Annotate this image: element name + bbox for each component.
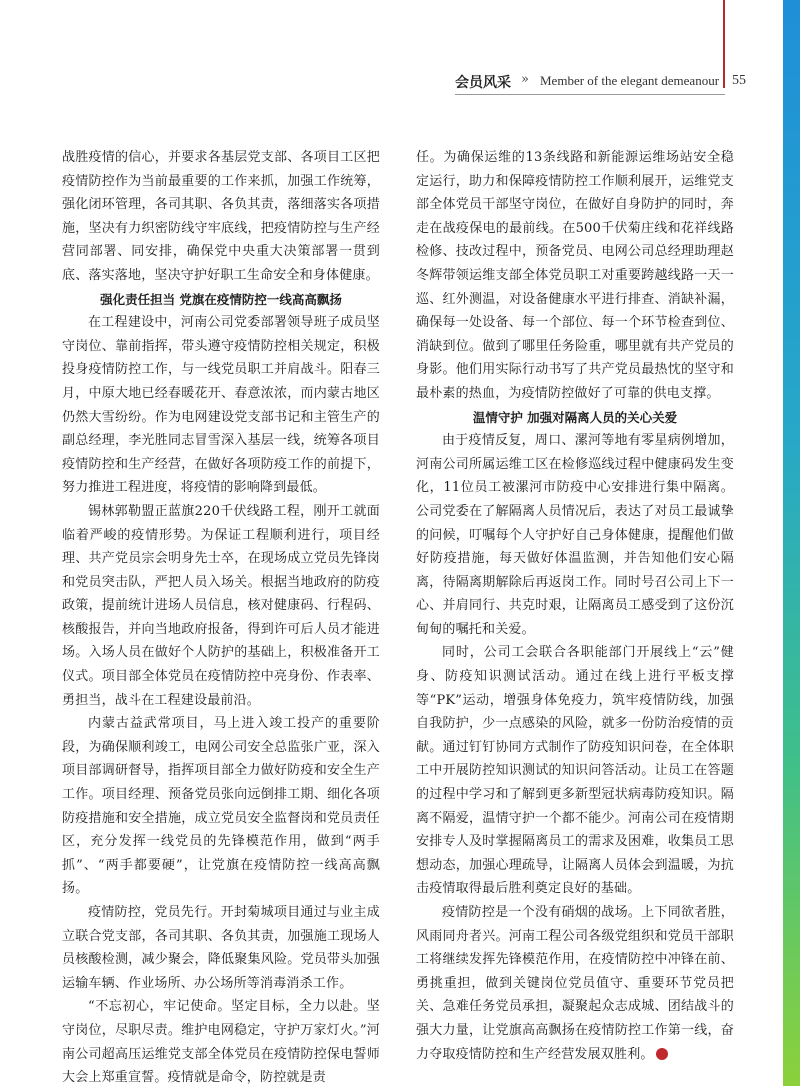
section-heading: 强化责任担当 党旗在疫情防控一线高高飘扬 — [100, 291, 342, 307]
paragraph: 疫情防控，党员先行。开封菊城项目通过与业主成立联合党支部，各司其职、各负其责，加强施工现场人员核酸检测，减少聚会，降低聚集风险。党员带头加强运输车辆、作业场所、办公场所等消毒消杀工作。 — [62, 905, 380, 991]
paragraph: 任。为确保运维的13条线路和新能源运维场站安全稳定运行，助力和保障疫情防控工作顺利展开，运维党支部全体党员干部坚守岗位，在做好自身防护的同时，奔走在战疫保电的最前线。在500千伏菊庄线和花祥线路检修、技改过程中，预备党员、电网公司总经理助理赵冬辉带领运维支部全体党员职工对重要跨越线路一天一巡、红外测温，对设备健康水平进行排查、消缺补漏，确保每一处设备、每一个部位、每一个环节检查到位、消缺到位。做到了哪里任务险重，哪里就有共产党员的身影。他们用实际行动书写了共产党员最热忱的坚守和最朴素的热血，为疫情防控做好了可靠的供电支撑。 — [416, 150, 734, 401]
closing-paragraph — [416, 901, 734, 1066]
right-column — [416, 146, 734, 1066]
section-subtitle: Member of the elegant demeanour — [540, 73, 720, 88]
paragraph: 内蒙古益武常项目，马上进入竣工投产的重要阶段，为确保顺利竣工，电网公司安全总监张广亚，深入项目部调研督导，指挥项目部全力做好防疫和安全生产工作。项目经理、预备党员张向远倒排工期、细化各项防疫措施和安全措施，成立党员安全监督岗和党员责任区，充分发挥一线党员的先锋模范作用，做到“两手抓”、“两手都要硬”，让党旗在疫情防控一线高高飘扬。 — [62, 716, 380, 897]
header-underline — [455, 94, 725, 95]
left-column — [62, 146, 380, 1090]
paragraph: 锡林郭勒盟正蓝旗220千伏线路工程，刚开工就面临着严峻的疫情形势。为保证工程顺利进行，项目经理、共产党员宗会明身先士卒，在现场成立党员先锋岗和党员突击队，严把人员入场关。根据当地政府的防疫政策，提前统计进场人员信息，核对健康码、行程码、核酸报告，并向当地政府报备，得到许可后人员才能进场。入场人员在做好个人防护的基础上，积极准备开工仪式。项目部全体党员在疫情防控中亮身份、作表率、勇担当，战斗在工程建设最前沿。 — [62, 503, 380, 708]
paragraph: 由于疫情反复，周口、漯河等地有零星病例增加，河南公司所属运维工区在检修巡线过程中健康码发生变化，11位员工被漯河市防疫中心安排进行集中隔离。公司党委在了解隔离人员情况后，表达了对员工最诚挚的问候，叮嘱每个人守护好自己身体健康，提醒他们做好防疫措施，每天做好体温监测，并告知他们安心隔离，待隔离期解除后再返岗工作。同时号召公司上下一心、并肩同行、共克时艰，让隔离员工感受到了这份沉甸甸的嘱托和关爱。 — [416, 433, 734, 637]
paragraph: “不忘初心，牢记使命。坚定目标，全力以赴。坚守岗位，尽职尽责。维护电网稳定，守护万家灯火。”河南公司超高压运维党支部全体党员在疫情防控保电誓师大会上郑重宣誓。疫情就是命令，防控就是责 — [62, 999, 380, 1086]
page-header — [455, 72, 755, 92]
edge-color-bar — [783, 0, 800, 1086]
paragraph: 同时，公司工会联合各职能部门开展线上“云”健身、防疫知识测试活动。通过在线上进行平板支撑等“PK”运动，增强身体免疫力，筑牢疫情防线，加强自我防护，少一点感染的风险，就多一份防治疫情的贡献。通过钉钉协同方式制作了防疫知识问卷，在全体职工中开展防控知识测试的知识问答活动。让员工在答题的过程中学习和了解到更多新型冠状病毒防疫知识。隔离不隔爱，温情守护一个都不能少。河南公司在疫情期安排专人及时掌握隔离员工的需求及困难，收集员工思想动态，加强心理疏导，让隔离人员体会到温暖，为抗击疫情取得最后胜利奠定良好的基础。 — [416, 645, 734, 897]
page-number: 55 — [732, 73, 746, 88]
section-heading: 温情守护 加强对隔离人员的关心关爱 — [472, 409, 678, 425]
section-title: 会员风采 — [455, 75, 511, 91]
paragraph-text: 疫情防控是一个没有硝烟的战场。上下同欲者胜，风雨同舟者兴。河南工程公司各级党组织和党员干部职工将继续发挥先锋模范作用，在疫情防控中冲锋在前、勇挑重担，做到关键岗位党员值守、重要环节党员把关、急难任务党员承担，凝聚起众志成城、团结战斗的强大力量，让党旗高高飘扬在疫情防控工作第一线，奋力夺取疫情防控和生产经营发展双胜利。 — [416, 905, 734, 1062]
paragraph: 战胜疫情的信心，并要求各基层党支部、各项目工区把疫情防控作为当前最重要的工作来抓，加强工作统筹，强化闭环管理，各司其职、各负其责，落细落实各项措施，坚决有力织密防线守牢底线，把疫情防控与生产经营同部署、同安排，确保党中央重大决策部署一贯到底、落实落地，坚决守护好职工生命安全和身体健康。 — [62, 150, 380, 283]
end-of-article-icon: C — [656, 1048, 668, 1060]
double-chevron-icon: » — [521, 72, 529, 87]
paragraph: 在工程建设中，河南公司党委部署领导班子成员坚守岗位、靠前指挥，带头遵守疫情防控相关规定，积极投身疫情防控工作，与一线党员职工并肩战斗。阳春三月，中原大地已经春暖花开、春意浓浓，而内蒙古地区仍然大雪纷纷。作为电网建设党支部书记和主管生产的副总经理，李光胜同志冒雪深入基层一线，统筹各项目疫情防控和生产经营，在做好各项防疫工作的前提下，努力推进工程进度，将疫情的影响降到最低。 — [62, 315, 380, 496]
